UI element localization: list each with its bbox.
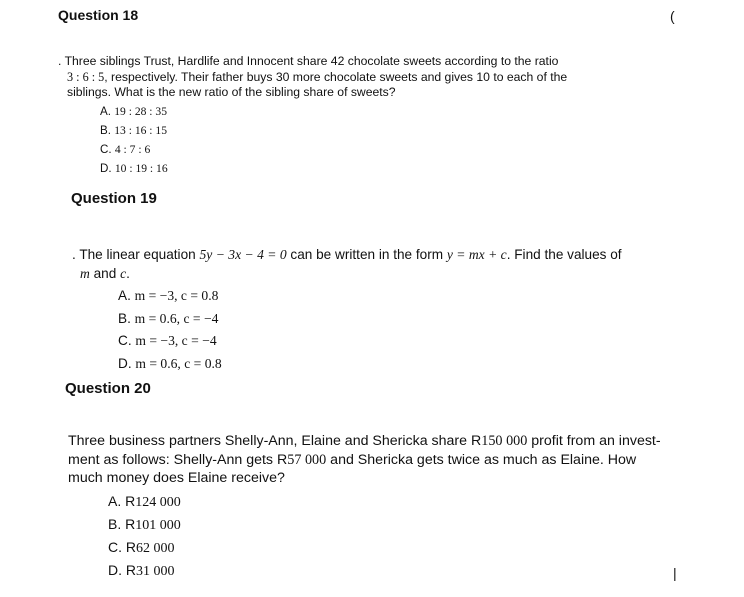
question-20-option-c[interactable]	[108, 539, 175, 557]
question-19-var-m: m	[80, 265, 90, 281]
top-right-edge-mark: (	[670, 8, 675, 24]
option-letter: A.	[118, 288, 131, 303]
question-19-option-b[interactable]	[118, 311, 218, 327]
option-value: 4 : 7 : 6	[114, 143, 151, 156]
question-20-line-2-post: and Shericka gets twice as much as Elaine. How	[326, 451, 637, 468]
question-18-ratio: 3 : 6 : 5	[67, 69, 105, 84]
question-19-end: .	[126, 265, 130, 281]
question-18-option-d[interactable]	[100, 162, 168, 175]
question-20-stem	[68, 432, 661, 488]
question-19-text-post: . Find the values of	[506, 247, 622, 262]
bullet: .	[72, 247, 76, 262]
option-currency: R	[125, 539, 137, 555]
question-20-line-1-post: profit from an invest-	[527, 433, 661, 449]
question-19-form: y = mx + c	[446, 247, 507, 262]
option-letter: B.	[108, 516, 122, 532]
question-18-option-b[interactable]	[100, 124, 167, 137]
question-18-option-a[interactable]	[100, 105, 167, 118]
option-letter: D.	[100, 162, 112, 175]
question-20-total-amount: 150 000	[481, 433, 528, 449]
question-19-equation: 5y − 3x − 4 = 0	[199, 247, 287, 262]
option-letter: C.	[100, 143, 112, 156]
question-19-option-d[interactable]	[118, 356, 222, 372]
question-19-text-mid: can be written in the form	[286, 247, 447, 262]
question-20-line-2-pre: ment as follows: Shelly-Ann gets R	[68, 451, 288, 468]
question-19-option-a[interactable]	[118, 288, 218, 304]
question-19-stem	[72, 246, 622, 283]
question-18-stem	[58, 54, 588, 101]
option-value: m = 0.6, c = −4	[134, 311, 219, 326]
option-letter: C.	[118, 333, 132, 348]
question-20-line-1-pre: Three business partners Shelly-Ann, Elaine and Shericka share R	[68, 433, 482, 449]
option-letter: B.	[118, 311, 131, 326]
question-18-line-1: Three siblings Trust, Hardlife and Innocent share 42 chocolate sweets according to the ratio	[64, 54, 559, 68]
option-value: m = 0.6, c = 0.8	[135, 356, 222, 371]
option-value: 31 000	[136, 564, 175, 579]
option-currency: R	[125, 562, 137, 578]
option-value: 62 000	[136, 541, 175, 556]
option-value: 13 : 16 : 15	[114, 124, 168, 137]
option-value: 19 : 28 : 35	[114, 105, 168, 118]
option-currency: R	[125, 516, 136, 532]
option-letter: A.	[108, 493, 122, 509]
question-19-text-pre: The linear equation	[79, 247, 200, 262]
option-letter: A.	[100, 105, 111, 118]
question-19-and: and	[89, 265, 121, 281]
question-20-title: Question 20	[65, 380, 151, 397]
question-18-option-c[interactable]	[100, 143, 150, 156]
question-20-option-a[interactable]	[108, 493, 181, 511]
bullet: .	[58, 54, 62, 68]
question-20-shelly-amount: 57 000	[287, 451, 327, 468]
question-19-var-c: c	[120, 265, 127, 281]
option-value: m = −3, c = −4	[135, 333, 217, 348]
option-currency: R	[125, 493, 136, 509]
question-19-option-c[interactable]	[118, 333, 217, 349]
option-value: 10 : 19 : 16	[114, 162, 168, 175]
option-value: 124 000	[135, 495, 181, 510]
option-letter: B.	[100, 124, 111, 137]
question-18-line-2: , respectively. Their father buys 30 more chocolate sweets and gives 10 to each of the	[104, 69, 568, 84]
question-18-line-3: siblings. What is the new ratio of the sibling share of sweets?	[67, 85, 396, 99]
question-19-title: Question 19	[71, 190, 157, 207]
question-18-title: Question 18	[58, 7, 139, 23]
question-20-option-d[interactable]	[108, 562, 175, 580]
question-20-line-3: much money does Elaine receive?	[68, 470, 285, 486]
text-cursor: |	[673, 565, 677, 581]
option-letter: C.	[108, 539, 122, 555]
option-letter: D.	[108, 562, 122, 578]
option-value: m = −3, c = 0.8	[134, 288, 219, 303]
question-20-option-b[interactable]	[108, 516, 181, 534]
option-letter: D.	[118, 356, 132, 371]
option-value: 101 000	[135, 518, 181, 533]
